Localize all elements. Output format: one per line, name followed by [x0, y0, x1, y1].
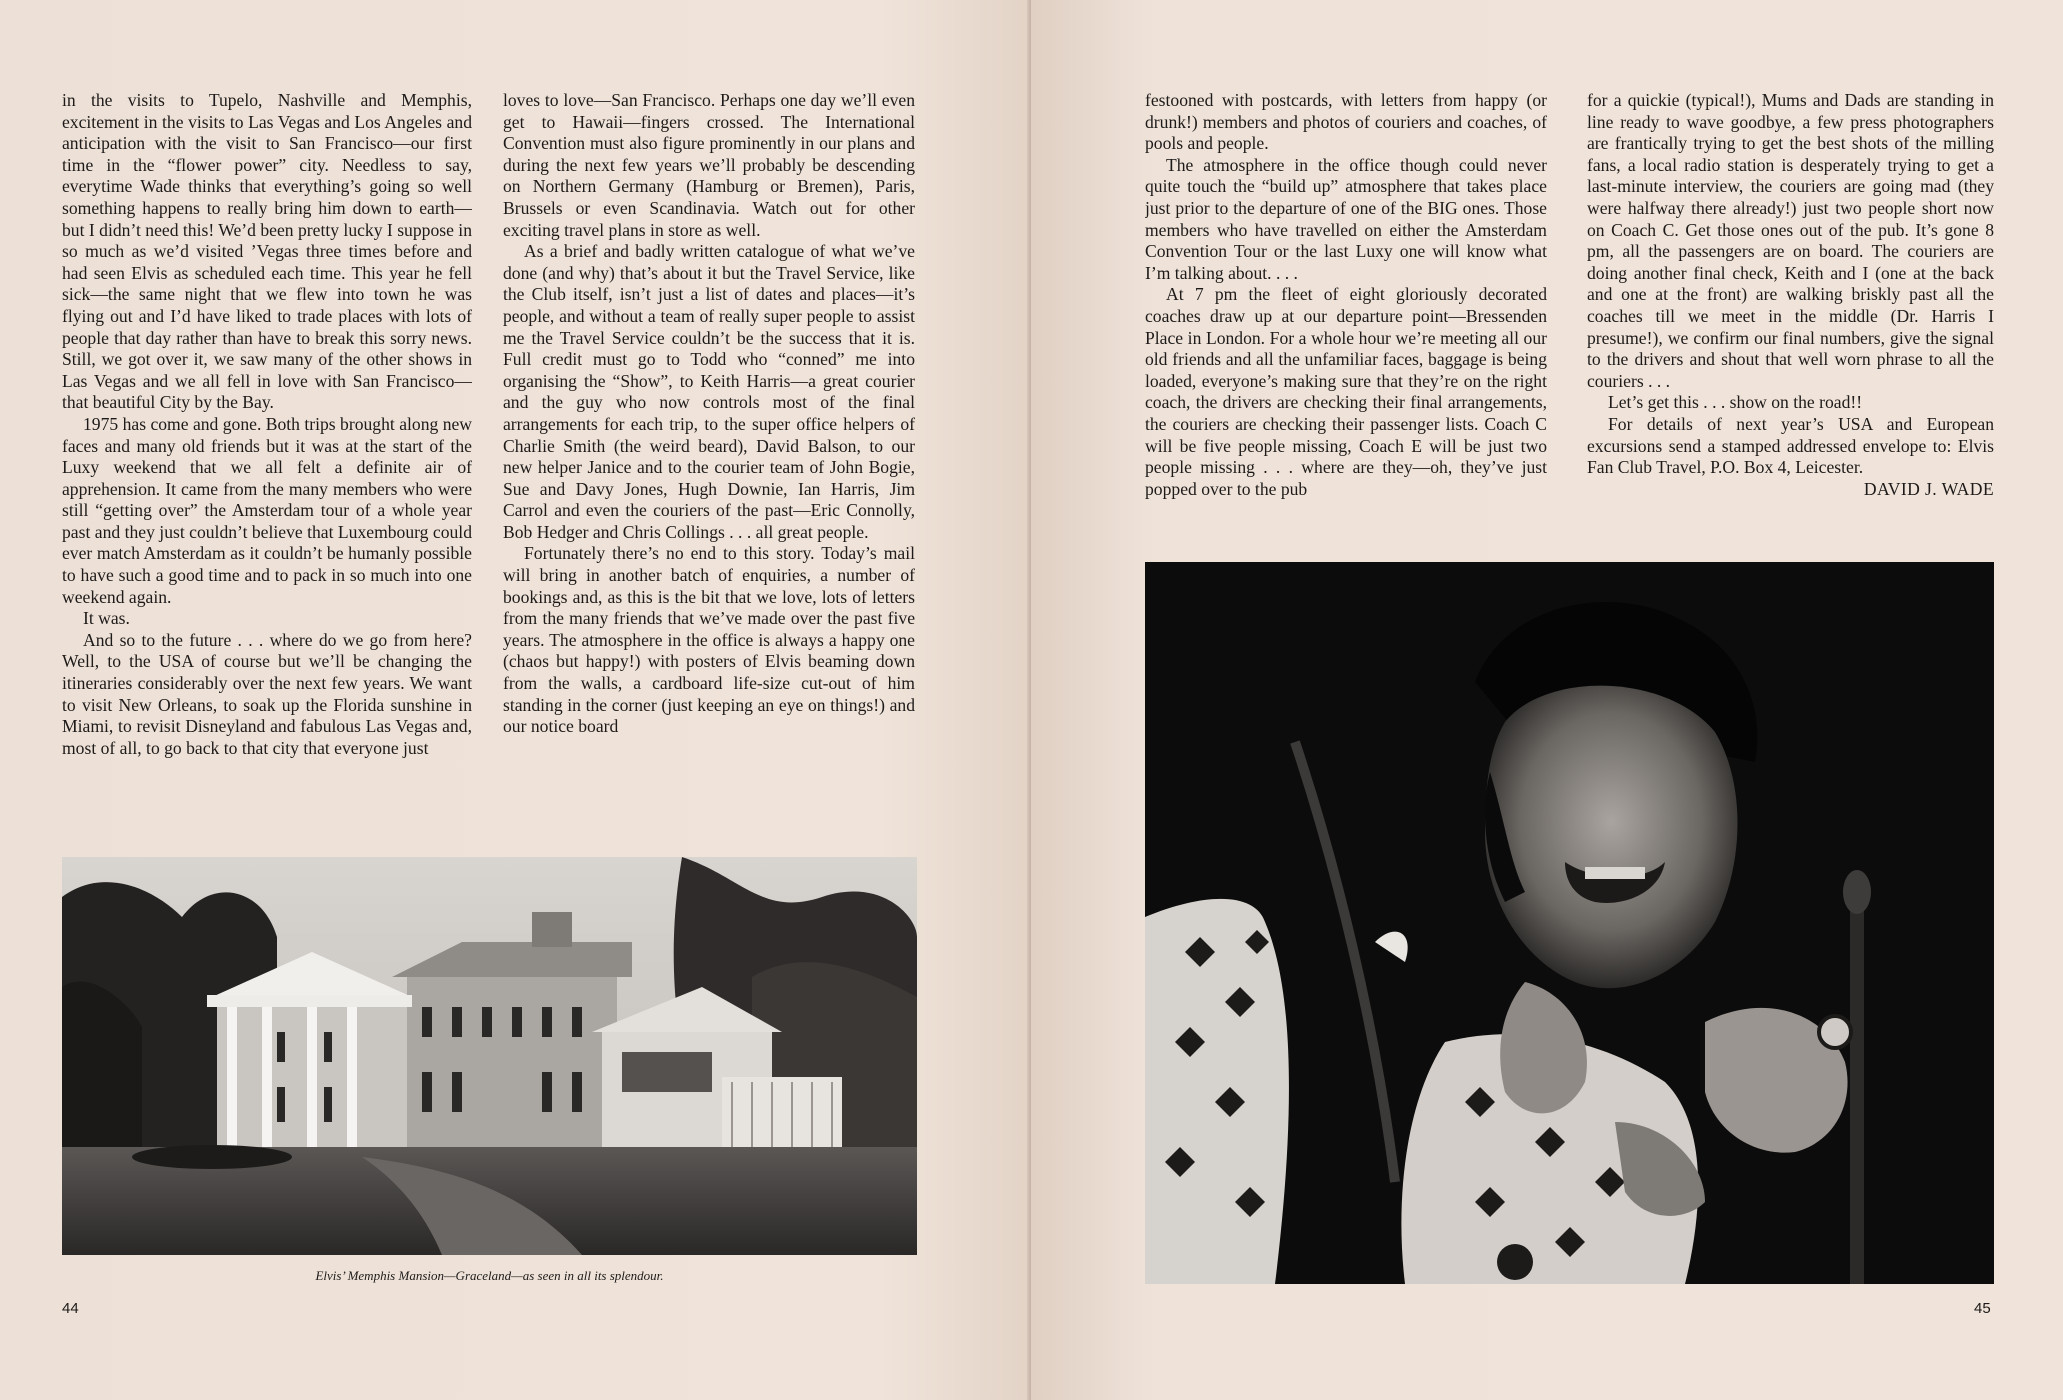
page-number: 44	[62, 1300, 79, 1317]
right-column-2	[1587, 90, 1994, 542]
paragraph: The atmosphere in the office though could never quite touch the “build up” atmosphere that takes place just prior to the departure of one of the BIG ones. Those members who have travelled on either the Amsterdam Convention Tour or the last Luxy one will know what I’m talking about. . . .	[1145, 154, 1547, 283]
page-number: 45	[1974, 1300, 1991, 1317]
left-column-2	[503, 90, 915, 842]
paragraph: in the visits to Tupelo, Nashville and Memphis, excitement in the visits to Las Vegas and Los Angeles and anticipation with the visit to San Francisco—our first time in the “flower power” city. Needless to say, everytime Wade thinks that everything’s going so well something happens to really bring him down to earth—but I didn’t need this! We’d been pretty lucky I suppose in so much as we’d visited ’Vegas three times before and had seen Elvis as scheduled each time. This year he fell sick—the same night that we flew into town he was flying out and I’d have liked to trade places with lots of people that day rather than have to break this sorry news. Still, we got over it, we saw many of the other shows in Las Vegas and we all fell in love with San Francisco—that beautiful City by the Bay.	[62, 90, 472, 413]
paragraph: For details of next year’s USA and European excursions send a stamped addressed envelope to: Elvis Fan Club Travel, P.O. Box 4, Leicester.	[1587, 413, 1994, 478]
left-page	[0, 0, 1031, 1400]
right-column-1	[1145, 90, 1547, 542]
elvis-performing-photo	[1145, 562, 1994, 1284]
paragraph: 1975 has come and gone. Both trips brought along new faces and many old friends but it was at the start of the Luxy weekend that we all felt a definite air of apprehension. It came from the many members who were still “getting over” the Amsterdam tour of a whole year past and they just couldn’t believe that Luxembourg could ever match Amsterdam as it couldn’t be humanly possible to have such a good time and to pack in so much into one weekend again.	[62, 413, 472, 607]
paragraph: It was.	[83, 608, 130, 629]
paragraph: Fortunately there’s no end to this story. Today’s mail will bring in another batch of enquiries, a number of bookings and, as this is the bit that we love, lots of letters from the many friends that we’ve made over the past five years. The atmosphere in the office is always a happy one (chaos but happy!) with posters of Elvis beaming down from the walls, a cardboard life-size cut-out of him standing in the corner (just keeping an eye on things!) and our notice board	[503, 543, 915, 737]
paragraph: festooned with postcards, with letters from happy (or drunk!) members and photos of couriers and coaches, of pools and people.	[1145, 90, 1547, 154]
right-page	[1031, 0, 2063, 1400]
paragraph: At 7 pm the fleet of eight gloriously decorated coaches draw up at our departure point—Bressenden Place in London. For a whole hour we’re meeting all our old friends and all the unfamiliar faces, baggage is being loaded, everyone’s making sure that they’re on the right coach, the drivers are checking their final arrangements, the couriers are checking their passenger lists. Coach C will be five people missing, Coach E will be just two people missing . . . where are they—oh, they’ve just popped over to the pub	[1145, 284, 1547, 499]
author-signature: DAVID J. WADE	[1863, 478, 1994, 499]
photo-caption: Elvis’ Memphis Mansion—Graceland—as seen in all its splendour.	[315, 1268, 664, 1283]
paragraph: And so to the future . . . where do we go from here? Well, to the USA of course but we’ll be changing the itineraries considerably over the next few years. We want to visit New Orleans, to soak up the Florida sunshine in Miami, to revisit Disneyland and fabulous Las Vegas and, most of all, to go back to that city that everyone just	[62, 629, 472, 758]
paragraph: As a brief and badly written catalogue of what we’ve done (and why) that’s about it but the Travel Service, like the Club itself, isn’t just a list of dates and places—it’s people, and without a team of really super people to assist me the Travel Service couldn’t be the success that it is. Full credit must go to Todd who “conned” me into organising the “Show”, to Keith Harris—a great courier and the guy who now controls most of the final arrangements for each trip, to the super office helpers of Charlie Smith (the weird beard), David Balson, to our new helper Janice and to the courier team of John Bogie, Sue and Davy Jones, Hugh Downie, Ian Harris, Jim Carrol and even the couriers of the past—Eric Connolly, Bob Hedger and Chris Collings . . . all great people.	[503, 241, 915, 542]
paragraph: for a quickie (typical!), Mums and Dads are standing in line ready to wave goodbye, a few press photographers are frantically trying to get the best shots of the milling fans, a local radio station is desperately trying to get a last-minute interview, the couriers are going mad (they were halfway there already!) just two people short now on Coach C. Get those ones out of the pub. It’s gone 8 pm, all the passengers are on board. The couriers are doing another final check, Keith and I (one at the back and one at the front) are walking briskly past all the coaches till we meet in the middle (Dr. Harris I presume!), we confirm our final numbers, give the signal to the drivers and shout that well worn phrase to all the couriers . . .	[1587, 90, 1994, 391]
paragraph: loves to love—San Francisco. Perhaps one day we’ll even get to Hawaii—fingers crossed. The International Convention must also figure prominently in our plans and during the next few years we’ll probably be descending on Northern Germany (Hamburg or Bremen), Paris, Brussels or even Scandinavia. Watch out for other exciting travel plans in store as well.	[503, 90, 915, 240]
graceland-photo	[62, 857, 917, 1255]
paragraph: Let’s get this . . . show on the road!!	[1608, 392, 1863, 413]
left-column-1	[62, 90, 472, 842]
